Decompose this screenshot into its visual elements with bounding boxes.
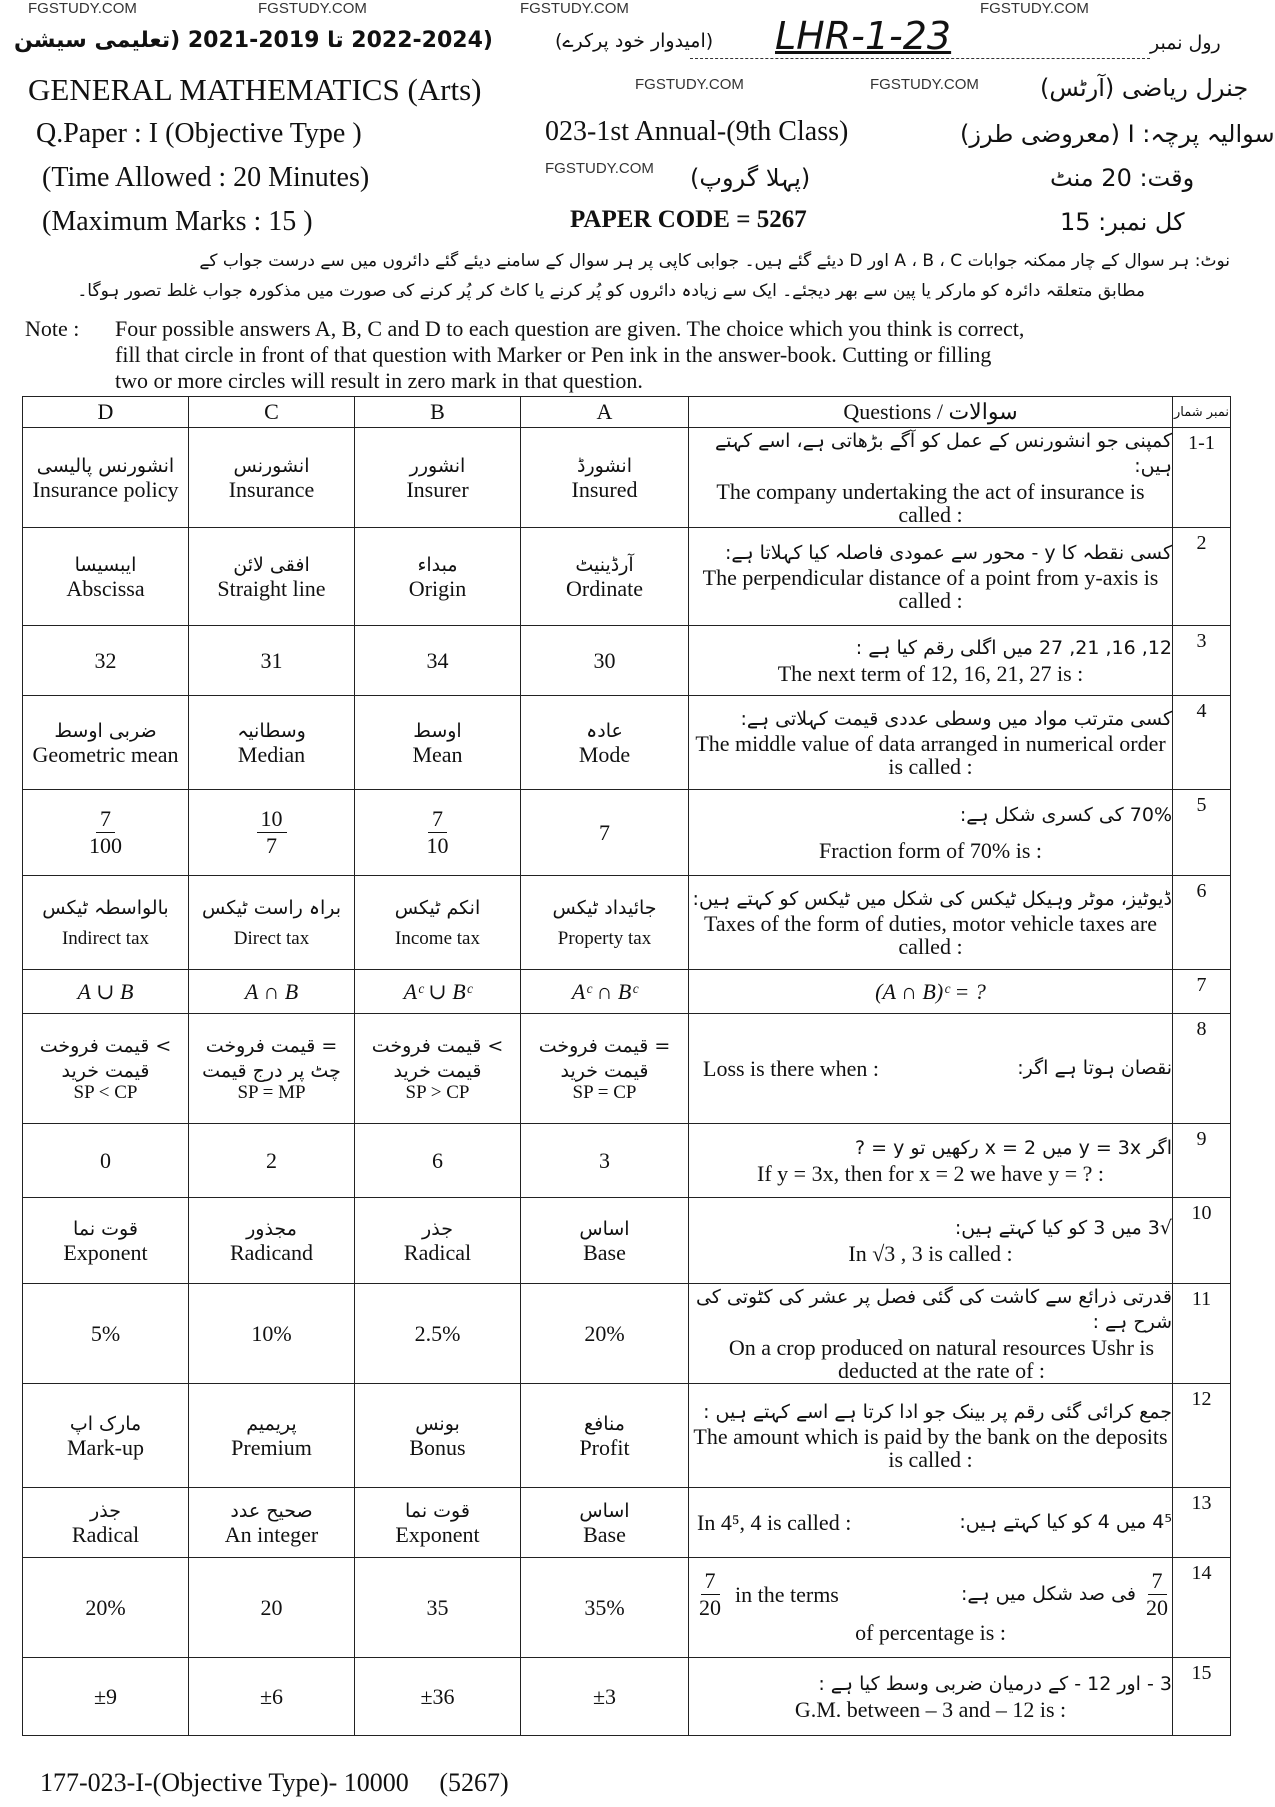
option-c-ur1: = قیمت فروخت: [205, 1034, 338, 1057]
question-en: On a crop produced on natural resources Ushr is deducted at the rate of :: [728, 1335, 1155, 1384]
option-c: [189, 1198, 355, 1284]
option-d-ur: انشورنس پالیسی: [36, 454, 175, 477]
option-b: [355, 428, 521, 528]
header-questions: Questions / سوالات: [689, 397, 1173, 428]
denominator: 20: [699, 1595, 721, 1621]
option-a-ur: اساس: [579, 1217, 630, 1240]
option-a: [521, 626, 689, 696]
table-row: [23, 626, 1231, 696]
question-number: 2: [1173, 528, 1231, 626]
option-c: [189, 626, 355, 696]
option-d-en: Geometric mean: [32, 742, 179, 768]
question-ur: اگر y = 3x میں x = 2 رکھیں تو y = ?: [855, 1137, 1172, 1160]
option-d-ur: قوت نما: [73, 1217, 138, 1240]
option-c: [189, 790, 355, 876]
option-a-en: Ordinate: [566, 576, 643, 602]
option-c: [189, 970, 355, 1014]
option-d: [23, 1658, 189, 1736]
question-en: The amount which is paid by the bank on the deposits is called :: [693, 1424, 1168, 1473]
question-cell: [689, 876, 1173, 970]
option-a-ur: انشورڈ: [577, 454, 632, 477]
question-ur: کسی نقطہ کا y - محور سے عمودی فاصلہ کیا کہلاتا ہے:: [724, 541, 1172, 564]
question-ur: فی صد شکل میں ہے:: [960, 1583, 1136, 1606]
option-c-en: Direct tax: [233, 927, 310, 949]
option-c-ur: صحیح عدد: [230, 1499, 313, 1522]
note-label: Note :: [25, 316, 80, 341]
option-c: [189, 1658, 355, 1736]
table-row: [23, 1488, 1231, 1558]
note-urdu-line1: نوٹ: ہر سوال کے چار ممکنہ جوابات A ، B ، C اور D دیئے گئے ہیں۔ جوابی کاپی پر ہر سوال کے سامنے دیئے گئے دائروں میں سے درست جواب کے: [199, 251, 1230, 271]
exam-title: 023-1st Annual-(9th Class): [545, 116, 849, 147]
option-a: [521, 696, 689, 790]
option-c-en: 31: [260, 647, 283, 673]
option-b-en: SP > CP: [405, 1082, 470, 1104]
question-ur: کمپنی جو انشورنس کے عمل کو آگے بڑھاتی ہے، اسے کہتے ہیں:: [715, 429, 1172, 478]
option-a-ur: آرڈینیٹ: [575, 553, 634, 576]
option-d: [23, 876, 189, 970]
question-en: The company undertaking the act of insurance is called :: [716, 479, 1145, 528]
question-ur: جمع کرائی گئی رقم پر بینک جو ادا کرتا ہے اسے کہتے ہیں :: [703, 1400, 1172, 1423]
numerator: 7: [96, 808, 115, 833]
option-b: [355, 1014, 521, 1124]
option-a: [521, 876, 689, 970]
subject-en: GENERAL MATHEMATICS (Arts): [28, 72, 482, 107]
option-c: [189, 876, 355, 970]
numerator: 10: [257, 808, 287, 833]
option-a: [521, 1384, 689, 1488]
question-fraction-ur: [1142, 1570, 1172, 1619]
option-b: [355, 1198, 521, 1284]
header-b: B: [355, 397, 521, 428]
note-en-line3: two or more circles will result in zero mark in that question.: [115, 368, 643, 393]
table-row: [23, 528, 1231, 626]
question-cell: [689, 1558, 1173, 1658]
question-en: Fraction form of 70% is :: [818, 837, 1043, 863]
question-cell: [689, 970, 1173, 1014]
question-ur: ڈیوٹیز، موٹر وہیکل ٹیکس کی شکل میں ٹیکس کو کہتے ہیں:: [692, 887, 1172, 910]
option-a-ur: اساس: [579, 1499, 630, 1522]
roll-number-label: رول نمبر: [1150, 32, 1221, 54]
option-a: [521, 1488, 689, 1558]
option-d-en: Mark-up: [67, 1435, 144, 1461]
option-b-fraction: [423, 808, 453, 857]
question-en: If y = 3x, then for x = 2 we have y = ? :: [757, 1160, 1104, 1186]
option-c-en: Premium: [231, 1435, 312, 1461]
option-d-en: SP < CP: [73, 1082, 138, 1104]
option-d: [23, 1014, 189, 1124]
watermark: FGSTUDY.COM: [870, 76, 979, 93]
option-d: [23, 1284, 189, 1384]
option-b: [355, 790, 521, 876]
option-c-en: Radicand: [229, 1240, 314, 1266]
option-b-en: Bonus: [409, 1435, 466, 1461]
question-number: 6: [1173, 876, 1231, 970]
option-c: [189, 696, 355, 790]
option-d: [23, 626, 189, 696]
question-number: 13: [1173, 1488, 1231, 1558]
footer-code: [40, 1768, 509, 1798]
question-en: In 4⁵, 4 is called :: [697, 1509, 852, 1535]
option-d: [23, 1124, 189, 1198]
question-en: (A ∩ B)ᶜ = ?: [875, 978, 986, 1004]
option-c: [189, 528, 355, 626]
option-c-ur: افقی لائن: [233, 553, 310, 576]
question-en-line2: of percentage is :: [855, 1620, 1006, 1646]
option-a-en: 35%: [584, 1594, 625, 1620]
option-c-en: Insurance: [228, 477, 315, 503]
footer-code-text: 177-023-I-(Objective Type)- 10000: [40, 1768, 409, 1797]
question-cell: [689, 1658, 1173, 1736]
option-a-en: SP = CP: [572, 1082, 637, 1104]
question-cell: [689, 428, 1173, 528]
option-b-en: Aᶜ ∪ Bᶜ: [403, 978, 472, 1004]
question-en: Taxes of the form of duties, motor vehicle taxes are called :: [704, 911, 1157, 960]
option-a-en: Property tax: [557, 927, 652, 949]
option-d-ur: بالواسطہ ٹیکس: [42, 897, 169, 920]
option-b-en: Mean: [412, 742, 463, 768]
watermark: FGSTUDY.COM: [635, 76, 744, 93]
question-ur-part: [961, 1570, 1172, 1619]
option-b: [355, 1384, 521, 1488]
option-a-ur: عادہ: [586, 719, 623, 742]
question-number: 1-1: [1173, 428, 1231, 528]
table-row: [23, 790, 1231, 876]
question-line: [689, 1570, 1172, 1619]
denominator: 100: [89, 833, 122, 858]
option-a: [521, 428, 689, 528]
option-a-en: 30: [593, 647, 616, 673]
option-b-ur: قوت نما: [405, 1499, 470, 1522]
option-b-en: Exponent: [395, 1522, 480, 1548]
question-ur: قدرتی ذرائع سے کاشت کی گئی فصل پر عشر کی کٹوتی کی شرح ہے :: [695, 1285, 1172, 1334]
option-d-ur: ایبسیسا: [74, 553, 137, 576]
question-en: Loss is there when :: [703, 1055, 879, 1081]
denominator: 20: [1146, 1595, 1168, 1621]
option-b-ur: اوسط: [413, 719, 462, 742]
table-row: [23, 1284, 1231, 1384]
question-cell: [689, 1284, 1173, 1384]
question-en-part: [689, 1570, 839, 1619]
question-number: 4: [1173, 696, 1231, 790]
max-marks-ur: کل نمبر: 15: [1060, 208, 1185, 236]
question-ur: نقصان ہوتا ہے اگر:: [1017, 1056, 1172, 1079]
option-b: [355, 1658, 521, 1736]
denominator: 10: [426, 833, 449, 858]
option-d: [23, 528, 189, 626]
option-c-en: SP = MP: [237, 1082, 306, 1104]
option-a-en: Base: [583, 1522, 626, 1548]
option-b-en: Income tax: [395, 927, 480, 949]
question-ur: √3 میں 3 کو کیا کہتے ہیں:: [954, 1217, 1172, 1240]
option-d-en: Radical: [71, 1522, 140, 1548]
option-b: [355, 1558, 521, 1658]
question-number: 11: [1173, 1284, 1231, 1384]
note-en-line1: Four possible answers A, B, C and D to each question are given. The choice which you think is correct,: [115, 316, 1025, 341]
question-en: G.M. between – 3 and – 12 is :: [794, 1696, 1067, 1722]
table-row: [23, 1558, 1231, 1658]
handwritten-roll: LHR-1-23: [775, 14, 952, 58]
option-d-en: 20%: [85, 1594, 126, 1620]
question-en: The middle value of data arranged in numerical order is called :: [695, 731, 1166, 780]
option-d: [23, 970, 189, 1014]
option-b: [355, 696, 521, 790]
numerator: 7: [701, 1570, 720, 1595]
question-en: The perpendicular distance of a point from y-axis is called :: [702, 565, 1159, 614]
footer-paper-code: (5267): [439, 1768, 509, 1797]
question-number: 3: [1173, 626, 1231, 696]
option-d-en: ±9: [93, 1683, 118, 1709]
note-urdu-line2: مطابق متعلقہ دائرہ کو مارکر یا پین سے بھر دیجئے۔ ایک سے زیادہ دائروں کو پُر کرنے یا کاٹ کر پُر کرنے کی صورت میں مذکورہ جواب غلط تصور ہوگا۔: [77, 281, 1145, 301]
table-row: [23, 696, 1231, 790]
option-b-ur: انکم ٹیکس: [394, 897, 481, 920]
watermark: FGSTUDY.COM: [980, 0, 1089, 17]
table-row: [23, 1014, 1231, 1124]
option-d: [23, 1384, 189, 1488]
question-cell: [689, 1384, 1173, 1488]
question-cell: [689, 1014, 1173, 1124]
option-a-en: Insured: [571, 477, 638, 503]
option-a: [521, 1658, 689, 1736]
option-b: [355, 1284, 521, 1384]
question-cell: [689, 528, 1173, 626]
note-en-line2: fill that circle in front of that question with Marker or Pen ink in the answer-book. Cutting or filling: [115, 342, 992, 367]
option-b-ur: جذر: [422, 1217, 453, 1240]
option-d-ur: مارک اپ: [69, 1412, 142, 1435]
session-text: (2022-2024 تا 2019-2021 (تعلیمی سیشن: [14, 28, 493, 53]
option-d: [23, 428, 189, 528]
option-c: [189, 1488, 355, 1558]
option-a-ur2: قیمت خرید: [560, 1059, 649, 1082]
option-b-ur2: قیمت خرید: [393, 1059, 482, 1082]
option-c: [189, 428, 355, 528]
option-b: [355, 970, 521, 1014]
option-c-en: 2: [266, 1147, 277, 1173]
option-b-en: Origin: [408, 576, 467, 602]
option-a-ur: منافع: [584, 1412, 625, 1435]
watermark: FGSTUDY.COM: [28, 0, 137, 17]
question-ur: 70% کی کسری شکل ہے:: [959, 804, 1172, 827]
table-row: [23, 876, 1231, 970]
question-cell: [689, 1488, 1173, 1558]
max-marks-en: (Maximum Marks : 15 ): [42, 206, 313, 237]
option-d-en: 0: [100, 1147, 111, 1173]
option-a: [521, 1558, 689, 1658]
watermark: FGSTUDY.COM: [545, 160, 654, 177]
question-number: 12: [1173, 1384, 1231, 1488]
option-d-en: Abscissa: [66, 576, 145, 602]
option-c-ur: براہ راست ٹیکس: [201, 897, 342, 920]
option-b: [355, 626, 521, 696]
option-c-en: Median: [237, 742, 306, 768]
option-a: [521, 1124, 689, 1198]
question-ur: کسی مترتب مواد میں وسطی عددی قیمت کہلاتی ہے:: [740, 707, 1172, 730]
question-number: 14: [1173, 1558, 1231, 1658]
option-b-en: Radical: [403, 1240, 472, 1266]
option-c-en: An integer: [224, 1522, 319, 1548]
question-en: In √3 , 3 is called :: [848, 1240, 1013, 1266]
option-c-en: A ∩ B: [244, 978, 299, 1004]
option-d-ur1: > قیمت فروخت: [39, 1034, 172, 1057]
question-number: 5: [1173, 790, 1231, 876]
paper-type-ur: سوالیہ پرچہ: I (معروضی طرز): [960, 120, 1275, 148]
table-row: [23, 1124, 1231, 1198]
option-c: [189, 1014, 355, 1124]
option-d: [23, 696, 189, 790]
question-line: [689, 1056, 1172, 1082]
option-a-en: Profit: [579, 1435, 630, 1461]
option-a-en: ±3: [592, 1683, 617, 1709]
option-c: [189, 1384, 355, 1488]
option-a-en: Base: [583, 1240, 626, 1266]
option-b: [355, 1124, 521, 1198]
header-a: A: [521, 397, 689, 428]
header-d: D: [23, 397, 189, 428]
option-c-fraction: [257, 808, 287, 857]
question-number: 15: [1173, 1658, 1231, 1736]
time-allowed-en: (Time Allowed : 20 Minutes): [42, 162, 370, 193]
option-b: [355, 876, 521, 970]
option-d-ur: جذر: [90, 1499, 121, 1522]
option-a: [521, 1014, 689, 1124]
roll-underline: [690, 58, 1150, 59]
option-b-en: 6: [432, 1147, 443, 1173]
option-b: [355, 528, 521, 626]
option-d-ur: ضربی اوسط: [54, 719, 157, 742]
option-a-ur: جائیداد ٹیکس: [552, 897, 657, 920]
option-c-en: Straight line: [217, 576, 326, 602]
option-c: [189, 1284, 355, 1384]
option-a-en: Mode: [578, 742, 631, 768]
candidate-note: (امیدوار خود پرکرے): [555, 30, 714, 52]
option-d: [23, 790, 189, 876]
option-c-ur: انشورنس: [233, 454, 310, 477]
table-header-row: [23, 397, 1231, 428]
table-row: [23, 1198, 1231, 1284]
table-row: [23, 1658, 1231, 1736]
question-ur: 3 - اور 12 - کے درمیان ضربی وسط کیا ہے :: [818, 1673, 1172, 1696]
question-cell: [689, 626, 1173, 696]
table-row: [23, 970, 1231, 1014]
option-b-ur1: > قیمت فروخت: [371, 1034, 504, 1057]
question-cell: [689, 696, 1173, 790]
option-a: [521, 1198, 689, 1284]
option-c-en: 20: [260, 1594, 283, 1620]
option-d-en: 5%: [90, 1320, 121, 1346]
question-ur: 4⁵ میں 4 کو کیا کہتے ہیں:: [959, 1510, 1172, 1533]
header-number: نمبر شمار: [1173, 397, 1231, 428]
session-line: [14, 28, 493, 53]
option-d-en: Insurance policy: [32, 477, 179, 503]
subject-ur: جنرل ریاضی (آرٹس): [1040, 74, 1249, 102]
option-d-fraction: [85, 808, 126, 857]
option-b-en: Insurer: [406, 477, 469, 503]
table-row: [23, 1384, 1231, 1488]
option-a-en: 3: [599, 1147, 610, 1173]
option-c-ur: پریمیم: [246, 1412, 297, 1435]
option-c-ur: مجذور: [246, 1217, 297, 1240]
question-number: 9: [1173, 1124, 1231, 1198]
option-b-ur: بونس: [415, 1412, 460, 1435]
option-c-en: ±6: [259, 1683, 284, 1709]
option-d: [23, 1558, 189, 1658]
table-row: [23, 428, 1231, 528]
question-table: [22, 396, 1231, 1736]
time-allowed-ur: وقت: 20 منٹ: [1050, 164, 1195, 192]
option-a-en: 20%: [584, 1320, 625, 1346]
option-a-en: Aᶜ ∩ Bᶜ: [571, 978, 638, 1004]
watermark: FGSTUDY.COM: [520, 0, 629, 17]
option-b-ur: انشورر: [409, 454, 466, 477]
option-b-en: 35: [426, 1594, 449, 1620]
option-c-ur2: چٹ پر درج قیمت: [202, 1059, 341, 1082]
option-d: [23, 1488, 189, 1558]
option-a: [521, 970, 689, 1014]
option-c-en: 10%: [251, 1320, 292, 1346]
question-fraction-en: [695, 1570, 725, 1619]
paper-code: PAPER CODE = 5267: [570, 206, 807, 233]
option-c: [189, 1124, 355, 1198]
question-line: [689, 1510, 1172, 1536]
numerator: 7: [428, 808, 447, 833]
option-c: [189, 1558, 355, 1658]
denominator: 7: [266, 833, 277, 858]
option-a: [521, 1284, 689, 1384]
option-d-en: 32: [94, 647, 117, 673]
question-cell: [689, 790, 1173, 876]
option-d-en: Exponent: [63, 1240, 148, 1266]
question-number: 8: [1173, 1014, 1231, 1124]
option-a-ur1: = قیمت فروخت: [538, 1034, 671, 1057]
option-d-en: Indirect tax: [61, 927, 150, 949]
question-en: in the terms: [735, 1582, 839, 1608]
numerator: 7: [1148, 1570, 1167, 1595]
paper-type-en: Q.Paper : I (Objective Type ): [36, 118, 362, 149]
option-b-en: ±36: [420, 1683, 455, 1709]
option-d-en: A ∪ B: [77, 978, 134, 1004]
option-a-en: 7: [599, 819, 610, 845]
option-a: [521, 528, 689, 626]
option-b-ur: مبداء: [417, 553, 458, 576]
option-b-en: 34: [426, 647, 449, 673]
question-number: 7: [1173, 970, 1231, 1014]
group-ur: (پہلا گروپ): [690, 164, 811, 192]
option-b-en: 2.5%: [414, 1320, 461, 1346]
question-number: 10: [1173, 1198, 1231, 1284]
option-b: [355, 1488, 521, 1558]
watermark: FGSTUDY.COM: [258, 0, 367, 17]
header-c: C: [189, 397, 355, 428]
option-d: [23, 1198, 189, 1284]
question-cell: [689, 1124, 1173, 1198]
option-d-ur2: قیمت خرید: [61, 1059, 150, 1082]
option-c-ur: وسطانیہ: [237, 719, 306, 742]
option-a: [521, 790, 689, 876]
question-ur: 12, 16, 21, 27 میں اگلی رقم کیا ہے :: [855, 637, 1172, 660]
question-cell: [689, 1198, 1173, 1284]
question-en: The next term of 12, 16, 21, 27 is :: [777, 660, 1084, 686]
